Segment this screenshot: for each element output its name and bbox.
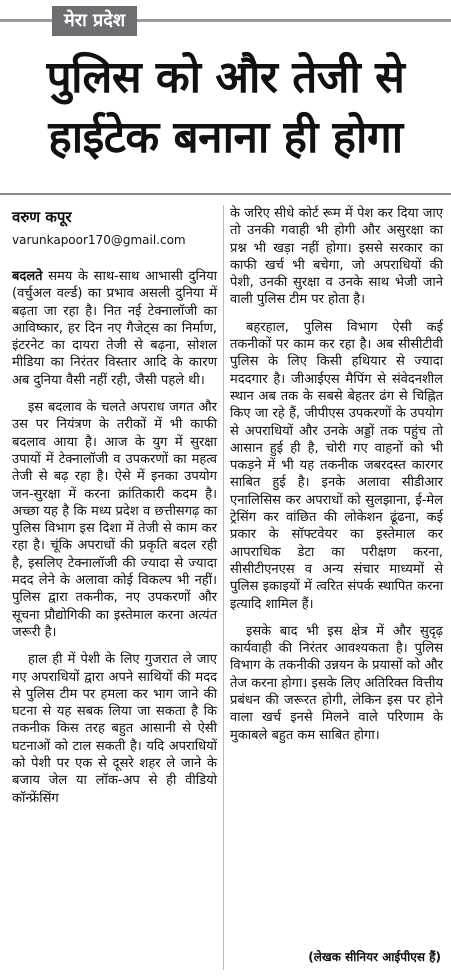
headline-rule — [0, 193, 451, 195]
paragraph-1 — [12, 268, 217, 389]
headline-line-2: हाईटेक बनाना ही होगा — [48, 112, 403, 163]
paragraph-2: इस बदलाव के चलते अपराध जगत और उस पर नियंत्रण के तरीकों में भी काफी बदलाव आया है। आज के युग में सुरक्षा उपायों में टेक्नालॉजी व उपकरणों का महत्व तेजी से बढ़ रहा है। ऐसे में इनका उपयोग जन-सुरक्षा में करना क्रांतिकारी कदम है। अच्छा यह है कि मध्य प्रदेश व छत्तीसगढ़ का पुलिस विभाग इस दिशा में तेजी से काम कर रहा है। चूंकि अपराधों की प्रकृति बदल रही है, इसलिए टेक्नालॉजी की ज्यादा से ज्यादा मदद लेने के अलावा कोई विकल्प भी नहीं। पुलिस द्वारा तकनीक, नए उपकरणों और सूचना प्रौद्योगिकी का इस्तेमाल करना अत्यंत जरूरी है। — [12, 400, 217, 640]
headline-line-1: पुलिस को और तेजी से — [46, 52, 405, 103]
article-column-right — [230, 205, 443, 754]
paragraph-4: के जरिए सीधे कोर्ट रूम में पेश कर दिया जाए तो उनकी गवाही भी होगी और असुरक्षा का प्रश्न भी खड़ा नहीं होगा। इससे सरकार का काफी खर्च भी बचेगा, जो अपराधियों की पेशी, उनकी सुरक्षा व उनके साथ भेजी जाने वाली पुलिस टीम पर होता है। — [230, 206, 443, 308]
section-tag: मेरा प्रदेश — [52, 6, 137, 36]
author-email: varunkapoor170@gmail.com — [12, 233, 186, 247]
paragraph-3: हाल ही में पेशी के लिए गुजरात ले जाए गए अपराधियों द्वारा अपने साथियों की मदद से पुलिस टीम पर हमला कर भाग जाने की घटना से यह सबक लिया जा सकता है कि तकनीक किस तरह बहुत आसानी से ऐसी घटनाओं को टाल सकती है। यदि अपराधियों को पेशी पर एक से दूसरे शहर ले जाने के बजाय जेल या लॉक-अप से ही वीडियो कॉन्फ्रेंसिंग — [12, 652, 217, 806]
paragraph-6: इसके बाद भी इस क्षेत्र में और सुदृढ़ कार्यवाही की निरंतर आवश्यकता है। पुलिस विभाग के तकनीकी उन्नयन के प्रयासों को और तेज करना होगा। इसके लिए अतिरिक्त वित्तीय प्रबंधन की जरूरत होगी, लेकिन इस पर होने वाला खर्च इनसे मिलने वाले परिणाम के मुकाबले बहुत कम साबित होगा। — [230, 623, 443, 743]
lead-word: बदलते — [12, 269, 43, 284]
section-header — [0, 0, 451, 40]
paragraph-5: बहरहाल, पुलिस विभाग ऐसी कई तकनीकों पर काम कर रहा है। अब सीसीटीवी पुलिस के लिए किसी हथियार से ज्यादा मददगार है। जीआईएस मैपिंग से संवेदनशील स्थान अब तक के सबसे बेहतर ढंग से चिह्नित किए जा रहे हैं, जीपीएस उपकरणों के उपयोग से अपराधियों और उनके अड्डों तक पहुंच तो आसान हुई ही है, चोरी गए वाहनों को भी पकड़ने में भी यह तकनीक जबरदस्त कारगर साबित हुई है। इनके अलावा सीडीआर एनालिसिस कर अपराधों को सुलझाना, ई-मेल ट्रेसिंग कर वांछित की लोकेशन ढूंढना, कई प्रकार के सॉफ्टवेयर का इस्तेमाल कर आपराधिक डेटा का परीक्षण करना, सीसीटीएनएस व अन्य संचार माध्यमों से पुलिस इकाइयों में त्वरित संपर्क स्थापित करना इत्यादि शामिल हैं। — [230, 319, 443, 612]
paragraph-1-text: समय के साथ-साथ आभासी दुनिया (वर्चुअल वर्ल्ड) का प्रभाव असली दुनिया में बढ़ता जा रहा है। नित नई टेक्नालॉजी का आविष्कार, हर दिन नए गैजेट्स का निर्माण, इंटरनेट का दायरा तेजी से बढ़ना, सोशल मीडिया का निरंतर विस्तार आदि के कारण अब दुनिया वैसी नहीं रही, जैसी पहले थी। — [12, 269, 217, 388]
author-footnote: (लेखक सीनियर आईपीएस हैं) — [308, 950, 441, 964]
headline — [0, 48, 451, 168]
article-column-left — [12, 268, 217, 817]
author-name: वरुण कपूर — [12, 208, 72, 226]
column-divider — [223, 205, 224, 970]
